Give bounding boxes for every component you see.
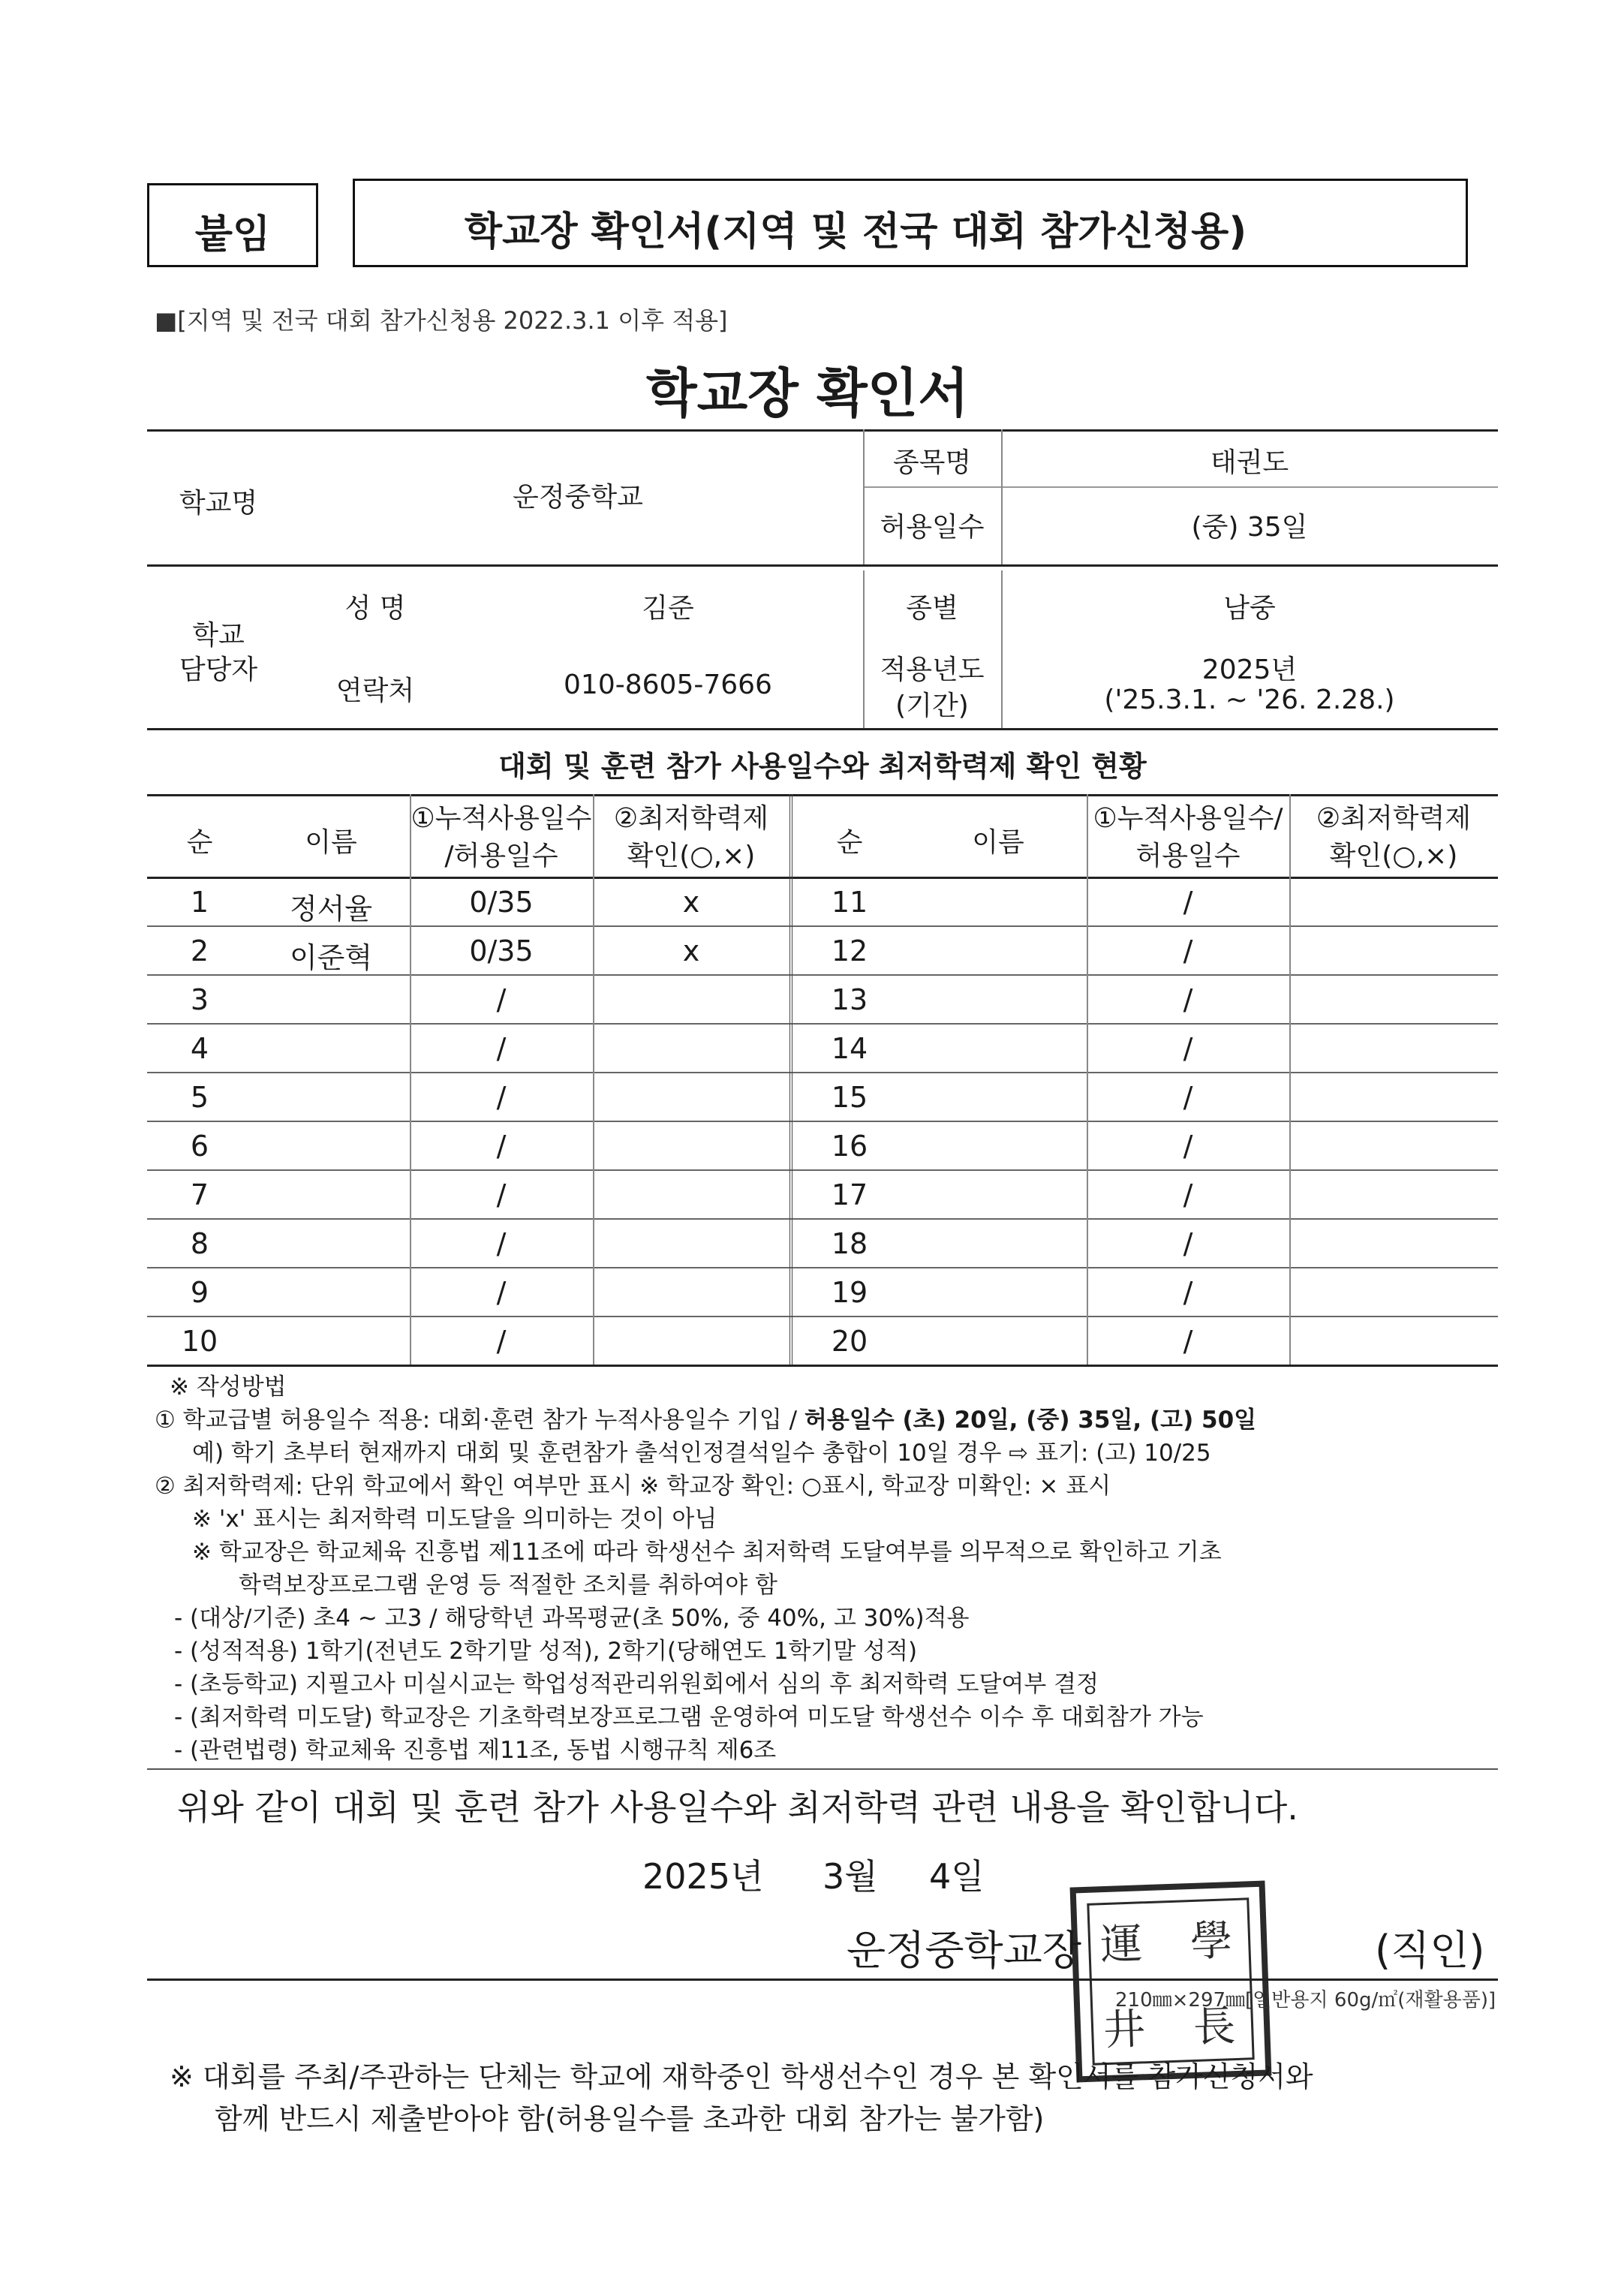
row-rule [147,1023,1498,1025]
cell-no-r: 11 [831,886,868,919]
cell-no: 2 [190,934,209,967]
allowed-days-label: 허용일수 [880,512,985,543]
header-name-right: 이름 [972,827,1024,858]
cell-no: 9 [190,1276,209,1309]
info-mid-rule [863,486,1498,488]
cell-no: 4 [190,1032,209,1065]
table-header-rule [147,877,1498,879]
cell-days: / [496,1081,507,1114]
cell-name: 정서율 [289,892,373,925]
period-value: ('25.3.1. ~ '26. 2.28.) [1104,685,1395,715]
cell-days: / [496,1130,507,1163]
note-2-duty: ※ 학교장은 학교체육 진흥법 제11조에 따라 학생선수 최저학력 도달여부를 의무적으로 확인하고 기초 [192,1539,1222,1566]
date-month: 3월 [823,1856,878,1897]
bullet-grades: - (성적적용) 1학기(전년도 2학기말 성적), 2학기(당해연도 1학기말 성적) [174,1638,918,1665]
allowed-days-value: (중) 35일 [1191,512,1308,543]
row-rule [147,1169,1498,1171]
footer-line-2: 함께 반드시 제출받아야 함(허용일수를 초과한 대회 참가는 불가함) [215,2102,1045,2135]
cell-name: 이준혁 [289,941,373,974]
table-caption: 대회 및 훈련 참가 사용일수와 최저학력제 확인 현황 [498,750,1147,783]
school-name-label: 학교명 [179,488,258,519]
date-day: 4일 [929,1856,985,1897]
row-rule [147,1267,1498,1268]
column-rule [1289,794,1291,1365]
table-top-rule [147,794,1498,796]
school-name-value: 운정중학교 [513,482,643,513]
cell-academic: x [682,934,700,967]
bullet-target: - (대상/기준) 초4 ~ 고3 / 해당학년 과목평균(초 50%, 중 40%, 고 30%)적용 [174,1605,970,1632]
bullet-law: - (관련법령) 학교체육 진흥법 제11조, 동법 시행규칙 제6조 [174,1737,777,1764]
cell-no-r: 12 [831,934,868,967]
cell-no: 10 [181,1325,218,1358]
column-rule [593,794,594,1365]
header-academic-2: 확인(○,×) [627,841,756,871]
category-value: 남중 [1223,593,1276,624]
footer-line-1: ※ 대회를 주최/주관하는 단체는 학교에 재학중인 학생선수인 경우 본 확인서를 참가신청서와 [170,2060,1313,2093]
sport-value: 태권도 [1210,447,1289,478]
cell-days-r: / [1183,1130,1193,1163]
cell-no: 5 [190,1081,209,1114]
cell-no-r: 17 [831,1178,868,1211]
name-label: 성 명 [344,593,406,624]
cell-days-r: / [1183,1276,1193,1309]
phone-value: 010-8605-7666 [564,670,772,700]
note-1-emphasis: 허용일수 (초) 20일, (중) 35일, (고) 50일 [804,1407,1257,1434]
row-rule [147,1316,1498,1317]
note-2: ② 최저학력제: 단위 학교에서 확인 여부만 표시 ※ 학교장 확인: ○표시, 학교장 미확인: × 표시 [155,1473,1111,1500]
date-year: 2025년 [642,1856,764,1897]
cell-days: / [496,1178,507,1211]
cell-days: 0/35 [469,886,534,919]
paper-spec: 210㎜×297㎜[일반용지 60g/㎡(재활용품)] [1115,1989,1496,2012]
cell-days-r: / [1183,1178,1193,1211]
cell-days: / [496,983,507,1016]
cell-days-r: / [1183,1325,1193,1358]
note-2-duty-cont: 학력보장프로그램 운영 등 적절한 조치를 취하여야 함 [239,1572,777,1599]
year-label-2: (기간) [895,691,969,721]
header-days-2: /허용일수 [444,841,558,871]
cell-no: 6 [190,1130,209,1163]
cell-no: 7 [190,1178,209,1211]
bullet-below-minimum: - (최저학력 미도달) 학교장은 기초학력보장프로그램 운영하여 미도달 학생선수 이수 후 대회참가 가능 [174,1704,1204,1731]
note-2-caution: ※ 'x' 표시는 최저학력 미도달을 의미하는 것이 아님 [192,1506,717,1533]
info-top-rule [147,429,1498,432]
cell-no-r: 19 [831,1276,868,1309]
cell-no: 3 [190,983,209,1016]
header-days-right-2: 허용일수 [1135,841,1241,871]
note-1-text: ① 학교급별 허용일수 적용: 대회·훈련 참가 누적사용일수 기입 / [155,1407,804,1434]
phone-label: 연락처 [335,676,415,706]
contact-label-1: 학교 [192,620,245,651]
cell-no-r: 15 [831,1081,868,1114]
cell-days: / [496,1325,507,1358]
header-days-right-1: ①누적사용일수/ [1093,803,1283,834]
document-title: 학교장 확인서 [645,363,970,424]
header-academic-right-2: 확인(○,×) [1329,841,1458,871]
cell-days-r: / [1183,1227,1193,1260]
header-academic-right-1: ②최저학력제 [1316,803,1472,834]
cell-no-r: 20 [831,1325,868,1358]
cell-days: / [496,1276,507,1309]
info-sep-rule [147,564,1498,567]
cell-no-r: 13 [831,983,868,1016]
cell-no-r: 18 [831,1227,868,1260]
confirm-statement: 위와 같이 대회 및 훈련 참가 사용일수와 최저학력 관련 내용을 확인합니다. [177,1787,1298,1828]
cell-days: 0/35 [469,934,534,967]
sport-label: 종목명 [892,447,972,478]
row-rule [147,1365,1498,1367]
title-box-text: 학교장 확인서(지역 및 전국 대회 참가신청용) [464,209,1247,254]
signature-rule [147,1979,1498,1981]
cell-no-r: 14 [831,1032,868,1065]
contact-label-2: 담당자 [179,654,258,685]
row-rule [147,1218,1498,1220]
cell-days-r: / [1183,886,1193,919]
cell-no: 1 [190,886,209,919]
seal-label: (직인) [1375,1927,1485,1974]
note-1 [155,1401,1256,1434]
bullet-elementary: - (초등학교) 지필고사 미실시교는 학업성적관리위원회에서 심의 후 최저학력 도달여부 결정 [174,1671,1099,1698]
row-rule [147,1072,1498,1073]
header-academic-1: ②최저학력제 [613,803,769,834]
header-days-1: ①누적사용일수 [411,803,592,834]
cell-days: / [496,1032,507,1065]
name-value: 김준 [642,593,694,624]
cell-days-r: / [1183,983,1193,1016]
year-label-1: 적용년도 [880,654,985,685]
attachment-label: 붙임 [194,212,271,257]
cell-days-r: / [1183,934,1193,967]
cell-academic: x [682,886,700,919]
cell-days: / [496,1227,507,1260]
notes-heading: ※ 작성방법 [170,1374,287,1401]
info-bottom-rule [147,728,1498,730]
cell-no: 8 [190,1227,209,1260]
cell-days-r: / [1183,1032,1193,1065]
school-seal: 運 學 井 長 [1070,1881,1272,2083]
header-no-right: 순 [836,827,863,858]
note-1-example: 예) 학기 초부터 현재까지 대회 및 훈련참가 출석인정결석일수 총합이 10일 경우 ⇨ 표기: (고) 10/25 [192,1440,1211,1467]
header-no: 순 [186,827,213,858]
cell-no-r: 16 [831,1130,868,1163]
header-name: 이름 [305,827,357,858]
form-note: ■[지역 및 전국 대회 참가신청용 2022.3.1 이후 적용] [155,306,728,335]
cell-days-r: / [1183,1081,1193,1114]
principal-name: 운정중학교장 [847,1927,1081,1974]
year-value: 2025년 [1201,654,1298,685]
row-rule [147,1121,1498,1122]
notes-bottom-rule [147,1768,1498,1770]
category-label: 종별 [906,593,958,624]
